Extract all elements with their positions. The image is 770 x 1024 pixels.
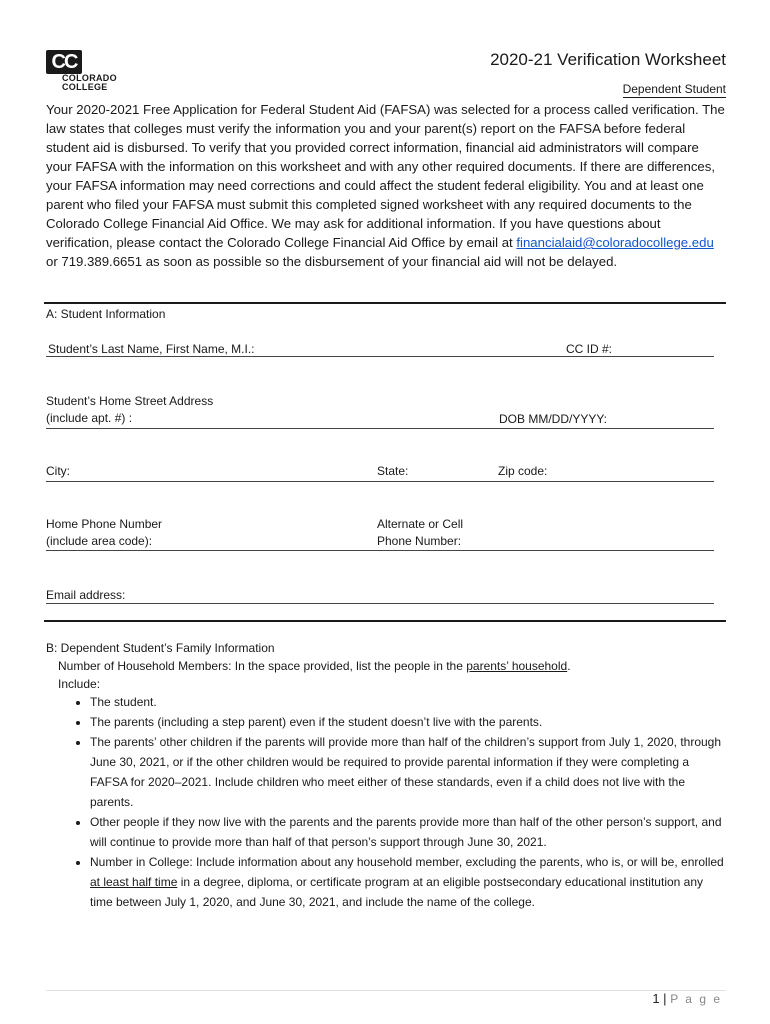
dob-label: DOB MM/DD/YYYY:: [499, 412, 608, 426]
logo-line-2: COLLEGE: [62, 82, 108, 92]
bullet5-text: Number in College: Include information about any household member,: [90, 855, 466, 869]
email-label: Email address:: [46, 588, 126, 602]
bullet5-text-f: enrolled: [677, 855, 724, 869]
alt-phone-label-line-2: Phone Number:: [377, 534, 462, 548]
list-item: • The parents (including a step parent) even if the student doesn’t live with the parents.: [90, 712, 728, 732]
home-phone-label-line-1: Home Phone Number: [46, 517, 163, 531]
name-label: Student’s Last Name, First Name, M.I.:: [48, 342, 255, 356]
college-logo-mark: CC: [46, 50, 82, 74]
page-label: P a g e: [670, 992, 722, 1006]
include-label: Include:: [58, 677, 101, 691]
state-label: State:: [377, 464, 409, 478]
bullet5-emphasis: excluding the parents: [465, 855, 580, 869]
half-time-term: at least half time: [90, 875, 178, 889]
email-field[interactable]: [46, 603, 714, 604]
list-item: • The parents’ other children if the parents will provide more than half of the children’s support from July 1, 2020, through June 30, 2021, or if the other children would be required to provide parental information if they were completing a FAFSA for 2020–2021. Include children who meet either of these standards, even if a child does not live with the parents.: [90, 732, 728, 812]
list-item: • The student.: [90, 692, 728, 712]
page-number: 1: [652, 991, 660, 1006]
address-field[interactable]: [46, 428, 714, 429]
college-logo-text: [62, 74, 117, 92]
name-field[interactable]: [46, 356, 714, 357]
bullet5-text-c: , who is: [579, 855, 621, 869]
page-title: 2020-21 Verification Worksheet: [490, 50, 726, 69]
bullet5-text-end: in a degree, diploma, or certificate program at an eligible postsecondary educational institution any time between July 1, 2020, and June 30, 2021, and include the name of the college.: [90, 875, 704, 909]
address-label-line-2: (include apt. #) :: [46, 411, 133, 425]
intro-paragraph: [46, 100, 726, 271]
bullet5-text-e: ,: [674, 855, 678, 869]
page-subtitle: Dependent Student: [622, 82, 726, 96]
footer-separator: |: [663, 991, 667, 1006]
email-link[interactable]: financialaid@coloradocollege.edu: [516, 235, 714, 250]
address-label-line-1: Student’s Home Street Address: [46, 394, 214, 408]
section-divider-b: [44, 620, 726, 622]
city-label: City:: [46, 464, 70, 478]
bullet5-text-d: , or will be: [620, 855, 675, 869]
page-footer: [652, 991, 722, 1006]
household-text-end: .: [567, 659, 571, 673]
alt-phone-label: [377, 516, 463, 550]
intro-text-end: or 719.389.6651 as soon as possible so the disbursement of your financial aid will not be delayed.: [46, 254, 618, 269]
home-phone-label-line-2: (include area code):: [46, 534, 153, 548]
address-label: [46, 393, 213, 427]
logo-line-1: COLORADO: [62, 73, 117, 83]
household-text: Number of Household Members: In the space provided, list the people in the: [58, 659, 467, 673]
section-a-title: A: Student Information: [46, 307, 166, 321]
include-list: [58, 692, 728, 912]
home-phone-label: [46, 516, 162, 550]
list-item: [90, 852, 728, 912]
alt-phone-label-line-1: Alternate or Cell: [377, 517, 464, 531]
city-state-zip-field[interactable]: [46, 481, 714, 482]
footer-divider: [46, 990, 726, 991]
intro-text: Your 2020-2021 Free Application for Federal Student Aid (FAFSA) was selected for a process called verification. The law states that colleges must verify the information you and your parent(s) report on the FAFSA before federal student aid is disbursed. To verify that you provided correct information, financial aid administrators will compare your FAFSA with the information on this worksheet and with any other required documents. If there are differences, your FAFSA information may need corrections and could affect the student federal eligibility. You and at least one parent who filed your FAFSA must submit this completed signed worksheet with any required documents to the Colorado College Financial Aid Office. We may ask for additional information. If you have questions about verification, please contact the Colorado College Financial Aid Office by email at: [46, 102, 725, 250]
section-b-title: B: Dependent Student’s Family Information: [46, 641, 275, 655]
zip-label: Zip code:: [498, 464, 548, 478]
list-item: • Other people if they now live with the parents and the parents provide more than half of the other person’s support, and will continue to provide more than half of that person’s support through June 30, 2021.: [90, 812, 728, 852]
phone-field[interactable]: [46, 550, 714, 551]
section-divider: [44, 302, 726, 304]
ccid-label: CC ID #:: [566, 342, 613, 356]
parents-household-term: parents’ household: [466, 659, 568, 673]
household-instructions: [58, 658, 571, 675]
